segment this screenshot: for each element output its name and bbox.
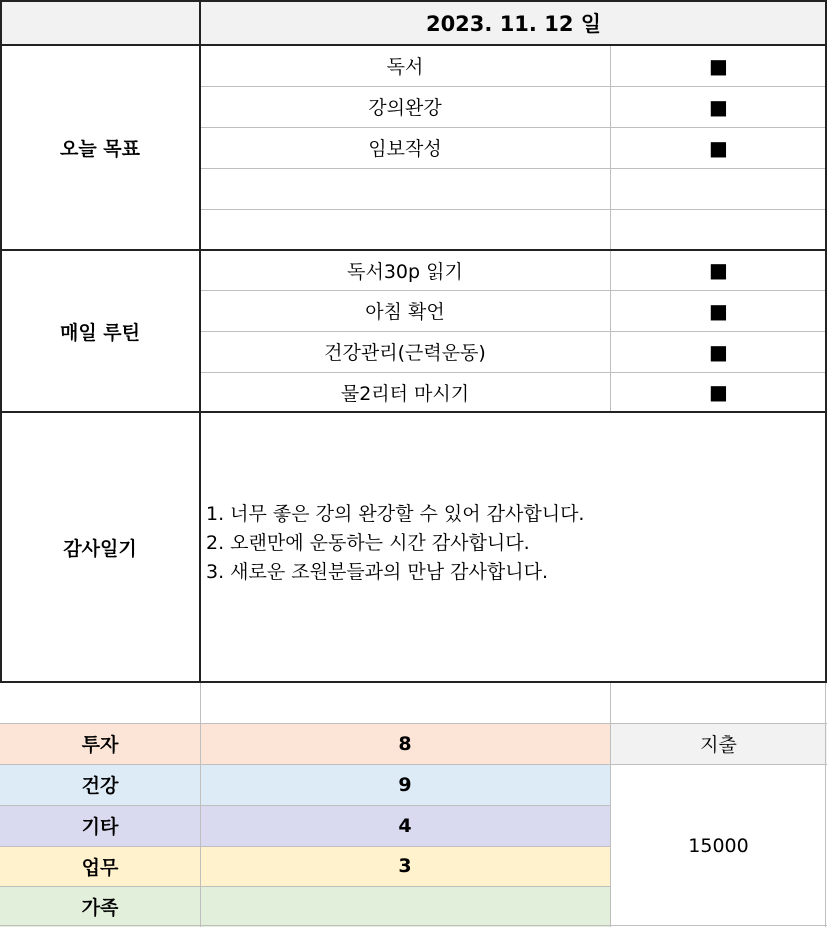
grid-line xyxy=(200,168,827,169)
summary-value-work: 3 xyxy=(200,846,610,886)
grid-line xyxy=(200,331,827,332)
border-line xyxy=(0,411,827,413)
gratitude-line: 2. 오랜만에 운동하는 시간 감사합니다. xyxy=(206,532,530,554)
grid-line xyxy=(200,209,827,210)
border-line xyxy=(0,44,827,46)
gratitude-label: 감사일기 xyxy=(63,537,137,560)
expense-value: 15000 xyxy=(688,834,749,857)
grid-line xyxy=(200,86,827,87)
grid-line xyxy=(200,127,827,128)
routine-item: 건강관리(근력운동) xyxy=(324,342,486,364)
goal-item: 강의완강 xyxy=(368,97,442,119)
goal-item: 독서 xyxy=(386,56,424,78)
gratitude-line: 1. 너무 좋은 강의 완강할 수 있어 감사합니다. xyxy=(206,503,585,525)
gratitude-line: 3. 새로운 조원분들과의 만남 감사합니다. xyxy=(206,561,548,583)
routine-check: ■ xyxy=(709,380,728,404)
grid-line xyxy=(825,682,826,927)
summary-value-etc: 4 xyxy=(200,805,610,846)
summary-value-family xyxy=(200,886,610,927)
routine-check: ■ xyxy=(709,258,728,282)
goal-check: ■ xyxy=(709,53,728,78)
date-title: 2023. 11. 12 일 xyxy=(200,0,827,45)
routine-check: ■ xyxy=(709,298,728,323)
grid-line xyxy=(0,723,827,724)
routine-item: 아침 확언 xyxy=(365,301,445,323)
grid-line xyxy=(0,925,827,926)
border-line xyxy=(0,0,2,682)
summary-label-invest: 투자 xyxy=(0,723,200,764)
summary-label-work: 업무 xyxy=(0,846,200,886)
goal-item xyxy=(200,209,610,250)
grid-line xyxy=(200,682,201,927)
grid-line xyxy=(0,805,610,806)
goal-item: 임보작성 xyxy=(368,138,442,160)
summary-value-invest: 8 xyxy=(200,723,610,764)
routine-item: 물2리터 마시기 xyxy=(340,382,470,405)
grid-line xyxy=(0,886,610,887)
grid-line xyxy=(0,846,610,847)
routine-check: ■ xyxy=(709,339,728,364)
goal-check: ■ xyxy=(709,94,728,119)
routine-label: 매일 루틴 xyxy=(59,321,141,344)
routine-item: 독서30p 읽기 xyxy=(347,260,463,283)
expense-label: 지출 xyxy=(610,723,827,764)
goal-check: ■ xyxy=(709,135,728,160)
goal-check xyxy=(610,209,827,250)
border-line xyxy=(0,681,827,683)
grid-line xyxy=(0,764,827,765)
summary-label-family: 가족 xyxy=(0,886,200,927)
gratitude-text xyxy=(200,412,827,682)
summary-label-etc: 기타 xyxy=(0,805,200,846)
grid-line xyxy=(200,372,827,373)
goal-item xyxy=(200,168,610,209)
border-line xyxy=(0,249,827,251)
goal-check xyxy=(610,168,827,209)
border-line xyxy=(0,0,827,2)
grid-line xyxy=(200,290,827,291)
goals-label: 오늘 목표 xyxy=(59,138,141,160)
summary-value-health: 9 xyxy=(200,764,610,805)
summary-label-health: 건강 xyxy=(0,764,200,805)
border-line xyxy=(199,0,201,682)
grid-line xyxy=(610,45,611,412)
grid-line xyxy=(610,682,611,927)
header-left-cell xyxy=(0,0,200,45)
